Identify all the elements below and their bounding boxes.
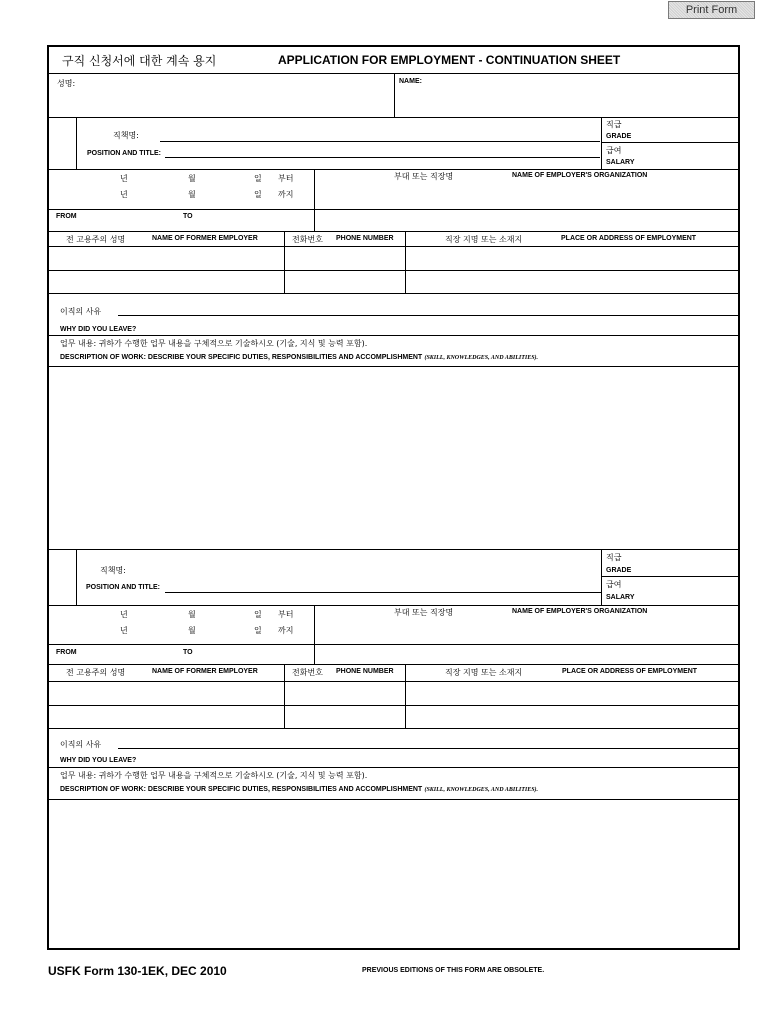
former-employer-label-korean: 전 고용주의 성명 — [66, 668, 126, 677]
reason-label-korean: 이직의 사유 — [60, 740, 102, 749]
former-employer-label-korean: 전 고용주의 성명 — [66, 235, 126, 244]
salary-label-korean: 급여 — [606, 580, 622, 589]
print-form-button[interactable]: Print Form — [668, 1, 755, 19]
reason-input[interactable] — [122, 735, 734, 747]
obsolete-notice: PREVIOUS EDITIONS OF THIS FORM ARE OBSOLETE. — [362, 967, 545, 974]
reason-label-english: WHY DID YOU LEAVE? — [60, 326, 137, 333]
phone-label-korean: 전화번호 — [292, 668, 323, 677]
form-identifier: USFK Form 130-1EK, DEC 2010 — [48, 964, 227, 978]
day-label: 일 — [254, 174, 262, 183]
title-english: APPLICATION FOR EMPLOYMENT - CONTINUATION SHEET — [278, 53, 621, 67]
place-label-english: PLACE OR ADDRESS OF EMPLOYMENT — [561, 235, 697, 242]
reason-input[interactable] — [122, 302, 734, 314]
from-label-english: FROM — [56, 649, 77, 656]
from-label-korean: 부터 — [278, 610, 294, 619]
organization-label-korean: 부대 또는 직장명 — [394, 172, 454, 181]
year-label: 년 — [120, 174, 128, 183]
place-input[interactable] — [410, 251, 735, 267]
to-label-korean: 까지 — [278, 626, 294, 635]
grade-label-english: GRADE — [606, 567, 632, 574]
former-employer-label-english: NAME OF FORMER EMPLOYER — [152, 235, 258, 242]
day-label: 일 — [254, 190, 262, 199]
to-label-english: TO — [183, 649, 193, 656]
organization-label-english: NAME OF EMPLOYER'S ORGANIZATION — [512, 172, 648, 179]
day-label: 일 — [254, 610, 262, 619]
name-korean-input[interactable] — [60, 92, 385, 112]
month-label: 월 — [188, 610, 196, 619]
year-label: 년 — [120, 610, 128, 619]
month-label: 월 — [188, 174, 196, 183]
year-label: 년 — [120, 190, 128, 199]
organization-label-korean: 부대 또는 직장명 — [394, 608, 454, 617]
title-korean: 구직 신청서에 대한 계속 용지 — [62, 54, 217, 68]
duties-label-korean: 업무 내용: 귀하가 수행한 업무 내용을 구체적으로 기술하시오 (기술, 지식 및 능력 포함). — [60, 339, 368, 348]
from-label-korean: 부터 — [278, 174, 294, 183]
duties-label-english: DESCRIPTION OF WORK: DESCRIBE YOUR SPECIFIC DUTIES, RESPONSIBILITIES AND ACCOMPLISHMENT (SKILL, KNOWLEDGES, AND ABILITIES). — [60, 786, 539, 793]
place-label-korean: 직장 지명 또는 소재지 — [445, 235, 523, 244]
position-label-korean: 직책명: — [113, 131, 139, 140]
phone-label-english: PHONE NUMBER — [336, 235, 394, 242]
grade-label-english: GRADE — [606, 133, 632, 140]
former-employer-input[interactable] — [52, 251, 280, 267]
reason-label-korean: 이직의 사유 — [60, 307, 102, 316]
salary-label-english: SALARY — [606, 159, 635, 166]
place-label-korean: 직장 지명 또는 소재지 — [445, 668, 523, 677]
name-label-korean: 성명: — [57, 79, 76, 88]
former-employer-label-english: NAME OF FORMER EMPLOYER — [152, 668, 258, 675]
from-label-english: FROM — [56, 213, 77, 220]
position-label-korean: 직책명: — [100, 566, 126, 575]
former-employer-input[interactable] — [52, 686, 280, 702]
phone-label-korean: 전화번호 — [292, 235, 323, 244]
duties-textarea[interactable] — [54, 805, 734, 943]
position-input[interactable] — [165, 129, 595, 140]
duties-textarea[interactable] — [54, 372, 734, 542]
place-input[interactable] — [410, 686, 735, 702]
phone-input[interactable] — [289, 686, 401, 702]
month-label: 월 — [188, 626, 196, 635]
organization-label-english: NAME OF EMPLOYER'S ORGANIZATION — [512, 608, 648, 615]
phone-label-english: PHONE NUMBER — [336, 668, 394, 675]
name-label-english: NAME: — [399, 78, 422, 85]
to-label-english: TO — [183, 213, 193, 220]
salary-label-korean: 급여 — [606, 146, 622, 155]
organization-input[interactable] — [320, 186, 730, 202]
grade-label-korean: 직급 — [606, 120, 622, 129]
month-label: 월 — [188, 190, 196, 199]
duties-label-english: DESCRIPTION OF WORK: DESCRIBE YOUR SPECIFIC DUTIES, RESPONSIBILITIES AND ACCOMPLISHMENT (SKILL, KNOWLEDGES, AND ABILITIES). — [60, 354, 539, 361]
duties-label-korean: 업무 내용: 귀하가 수행한 업무 내용을 구체적으로 기술하시오 (기술, 지식 및 능력 포함). — [60, 771, 368, 780]
phone-input[interactable] — [289, 251, 401, 267]
place-label-english: PLACE OR ADDRESS OF EMPLOYMENT — [562, 668, 698, 675]
position-input[interactable] — [165, 575, 595, 590]
position-label-english: POSITION AND TITLE: — [86, 584, 161, 591]
position-label-english: POSITION AND TITLE: — [87, 150, 162, 157]
name-english-input[interactable] — [400, 92, 730, 112]
to-label-korean: 까지 — [278, 190, 294, 199]
day-label: 일 — [254, 626, 262, 635]
year-label: 년 — [120, 626, 128, 635]
grade-label-korean: 직급 — [606, 553, 622, 562]
salary-label-english: SALARY — [606, 594, 635, 601]
reason-label-english: WHY DID YOU LEAVE? — [60, 757, 137, 764]
organization-input[interactable] — [320, 622, 730, 638]
